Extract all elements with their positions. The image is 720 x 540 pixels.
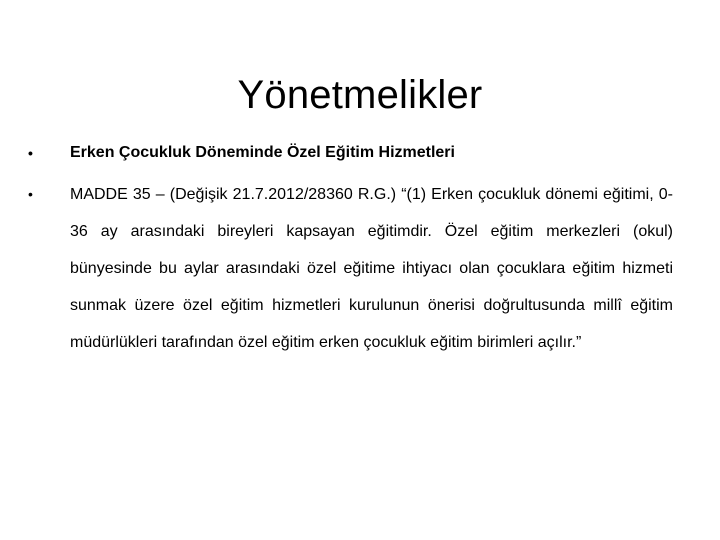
bullet-heading-text: Erken Çocukluk Döneminde Özel Eğitim Hizmetleri: [70, 144, 455, 161]
bullet-icon: •: [28, 145, 33, 161]
bullet-item-heading: [28, 138, 673, 168]
bullet-icon: •: [28, 186, 33, 202]
slide-title: Yönetmelikler: [237, 72, 483, 117]
bullet-regulation-text: MADDE 35 – (Değişik 21.7.2012/28360 R.G.) “(1) Erken çocukluk dönemi eğitimi, 0- 36 ay arasındaki bireyleri kapsayan eğitimdir. Özel eğitim merkezleri (okul) bünyesinde bu aylar arasındaki özel eğitime ihtiyacı olan çocuklara eğitim hizmeti sunmak üzere özel eğitim hizmetleri kurulunun önerisi doğrultusunda millî eğitim müdürlükleri tarafından özel eğitim erken çocukluk eğitim birimleri açılır.”: [70, 186, 673, 351]
bullet-list: [28, 138, 673, 361]
bullet-item-regulation: [28, 176, 673, 361]
